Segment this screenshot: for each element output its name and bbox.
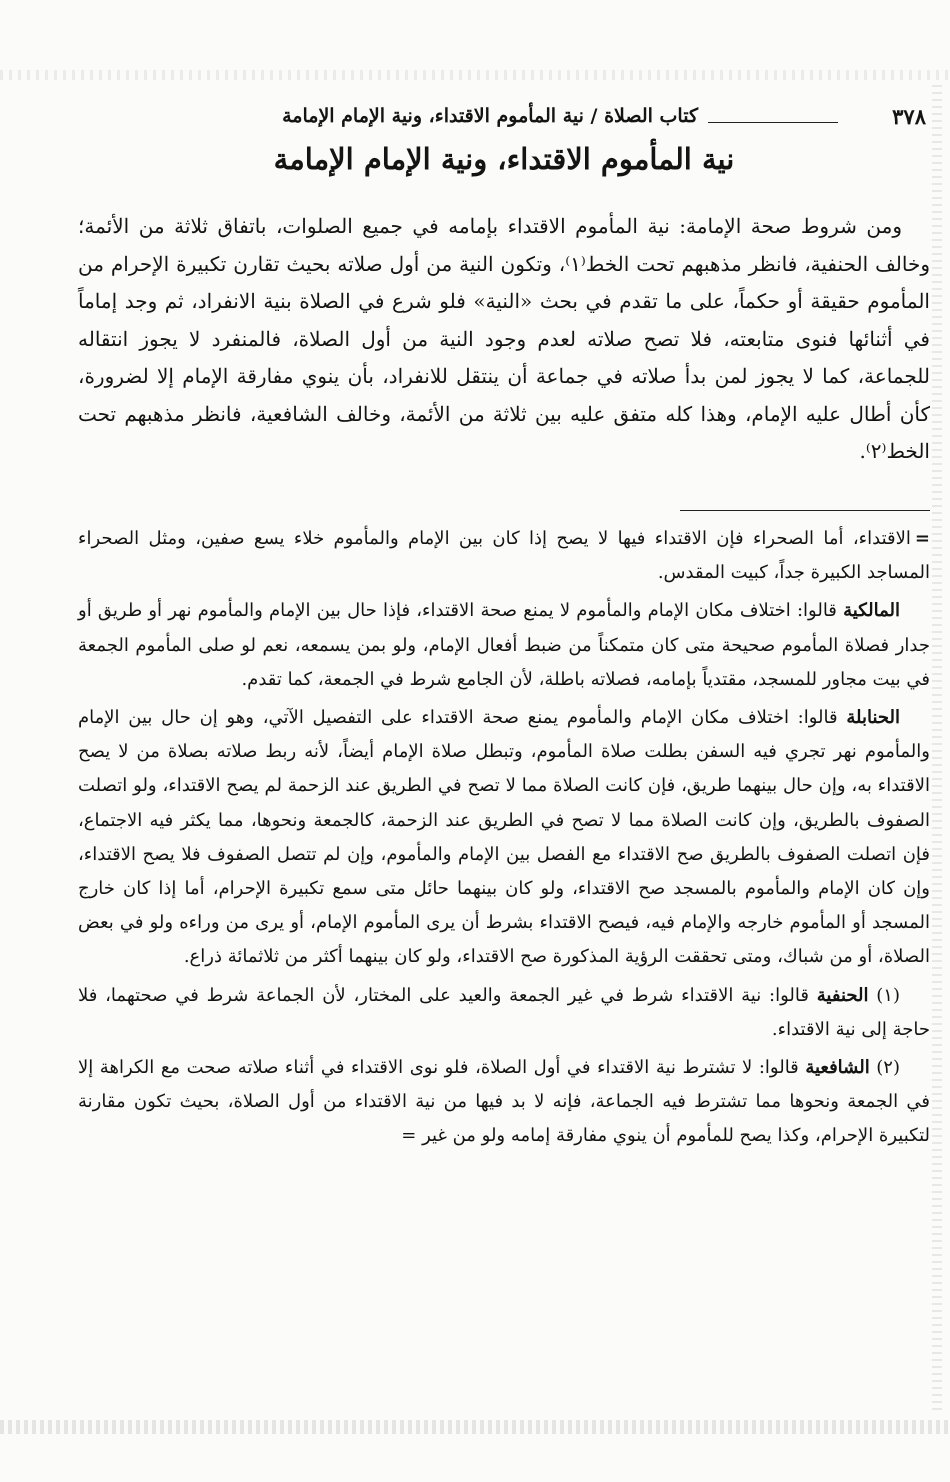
running-head: كتاب الصلاة / نية المأموم الاقتداء، ونية الإمام الإمامة: [282, 105, 698, 127]
footnote-text: قالوا: اختلاف مكان الإمام والمأموم لا يمنع صحة الاقتداء، فإذا حال بين الإمام والمأموم نهر أو طريق أو جدار فصلاة المأموم صحيحة متى كان متمكناً من ضبط أفعال الإمام، ولو بمن يسمعه، نعم لو صلى المأموم الجمعة في بيت مجاور للمسجد، مقتدياً بإمامه، فصلاته باطلة، لأن الجامع شرط في الجمعة، كما تقدم.: [78, 600, 930, 690]
footnotes: [78, 522, 930, 1158]
school-name: الحنابلة: [846, 707, 900, 729]
footnote-text: قالوا: لا تشترط نية الاقتداء في أول الصلاة، فلو نوى الاقتداء في أثناء صلاته صحت مع الكراهة إلا في الجمعة ونحوها مما تشترط فيه الجماعة، فإنه لا بد فيها من نية الاقتداء من أول الصلاة، بحيث تكون مقارنة لتكبيرة الإحرام، وكذا يصح للمأموم أن ينوي مفارقة إمامه ولو من غير =: [78, 1057, 930, 1147]
chapter-title: نية المأموم الاقتداء، ونية الإمام الإمامة: [273, 142, 735, 176]
scan-noise-bottom: [0, 1420, 950, 1434]
footnote-text: قالوا: اختلاف مكان الإمام والمأموم يمنع صحة الاقتداء على التفصيل الآتي، وهو إن حال بين الإمام والمأموم نهر تجري فيه السفن بطلت صلاة المأموم، وتبطل صلاة الإمام أيضاً، لأنه ربط صلاته بصلاة من لا يصح الاقتداء به، وإن حال بينهما طريق، فإن كانت الصلاة مما لا تصح في الطريق عند الزحمة لم يصح الاقتداء، ولو اتصلت الصفوف بالطريق، وإن كانت الصلاة مما لا تصح في الطريق عند الزحمة، كالجمعة ونحوها، مما يكثر فيه الاجتماع، فإن اتصلت الصفوف بالطريق صح الاقتداء مع الفصل بين الإمام والمأموم، وإن لم تتصل الصفوف فلا يصح الاقتداء، وإن كان الإمام والمأموم بالمسجد صح الاقتداء، ولو كان بينهما حائل متى سمع تكبيرة الإحرام، أما إذا كان خارج المسجد أو المأموم خارجه والإمام فيه، فيصح الاقتداء بشرط أن يرى المأموم الإمام، أو يرى من وراءه ولو في بعض الصلاة، أو من شباك، ومتى تحققت الرؤية المذكورة صح الاقتداء، ولو كان بينهما أكثر من ثلاثمائة ذراع.: [78, 707, 930, 968]
footnote-text: قالوا: نية الاقتداء شرط في غير الجمعة والعيد على المختار، لأن الجماعة شرط في صحتهما، فلا حاجة إلى نية الاقتداء.: [78, 984, 930, 1040]
footnote-2: [78, 1051, 930, 1154]
page-number: ٣٧٨: [892, 104, 926, 129]
school-name: الشافعية: [805, 1057, 870, 1079]
footnote-marker: (١): [876, 984, 900, 1006]
header-rule: [708, 122, 838, 123]
school-name: المالكية: [843, 600, 900, 622]
footnote-maliki: [78, 594, 930, 697]
footnote-text: الاقتداء، أما الصحراء فإن الاقتداء فيها لا يصح إذا كان بين الإمام والمأموم خلاء يسع صفين، ومثل الصحراء المساجد الكبيرة جداً، كبيت المقدس.: [78, 528, 930, 584]
scan-noise-right: [932, 80, 942, 1410]
footnote-separator: [680, 510, 930, 511]
school-name: الحنفية: [816, 984, 869, 1006]
main-text: [78, 208, 930, 471]
scan-noise-top: [0, 70, 950, 80]
continuation-marker: =: [914, 528, 930, 549]
footnote-continuation: [78, 522, 930, 590]
page-header: [78, 104, 930, 134]
footnote-1: [78, 979, 930, 1047]
footnote-marker: (٢): [876, 1057, 900, 1079]
main-paragraph: ومن شروط صحة الإمامة: نية المأموم الاقتداء بإمامه في جميع الصلوات، باتفاق ثلاثة من الأئمة؛ وخالف الحنفية، فانظر مذهبهم تحت الخط⁽١⁾، وتكون النية من أول صلاته بحيث تقارن تكبيرة الإحرام من المأموم حقيقة أو حكماً، على ما تقدم في بحث «النية» فلو شرع في الصلاة بنية الانفراد، ثم وجد إماماً في أثنائها فنوى متابعته، فلا تصح صلاته لعدم وجود النية من أول الصلاة، فالمنفرد لا يجوز انتقاله للجماعة، كما لا يجوز لمن بدأ صلاته في جماعة أن ينتقل للانفراد، بأن ينوي مفارقة الإمام إلا لضرورة، كأن أطال عليه الإمام، وهذا كله متفق عليه بين ثلاثة من الأئمة، وخالف الشافعية، فانظر مذهبهم تحت الخط⁽٢⁾.: [78, 214, 930, 463]
footnote-hanbali: [78, 701, 930, 975]
